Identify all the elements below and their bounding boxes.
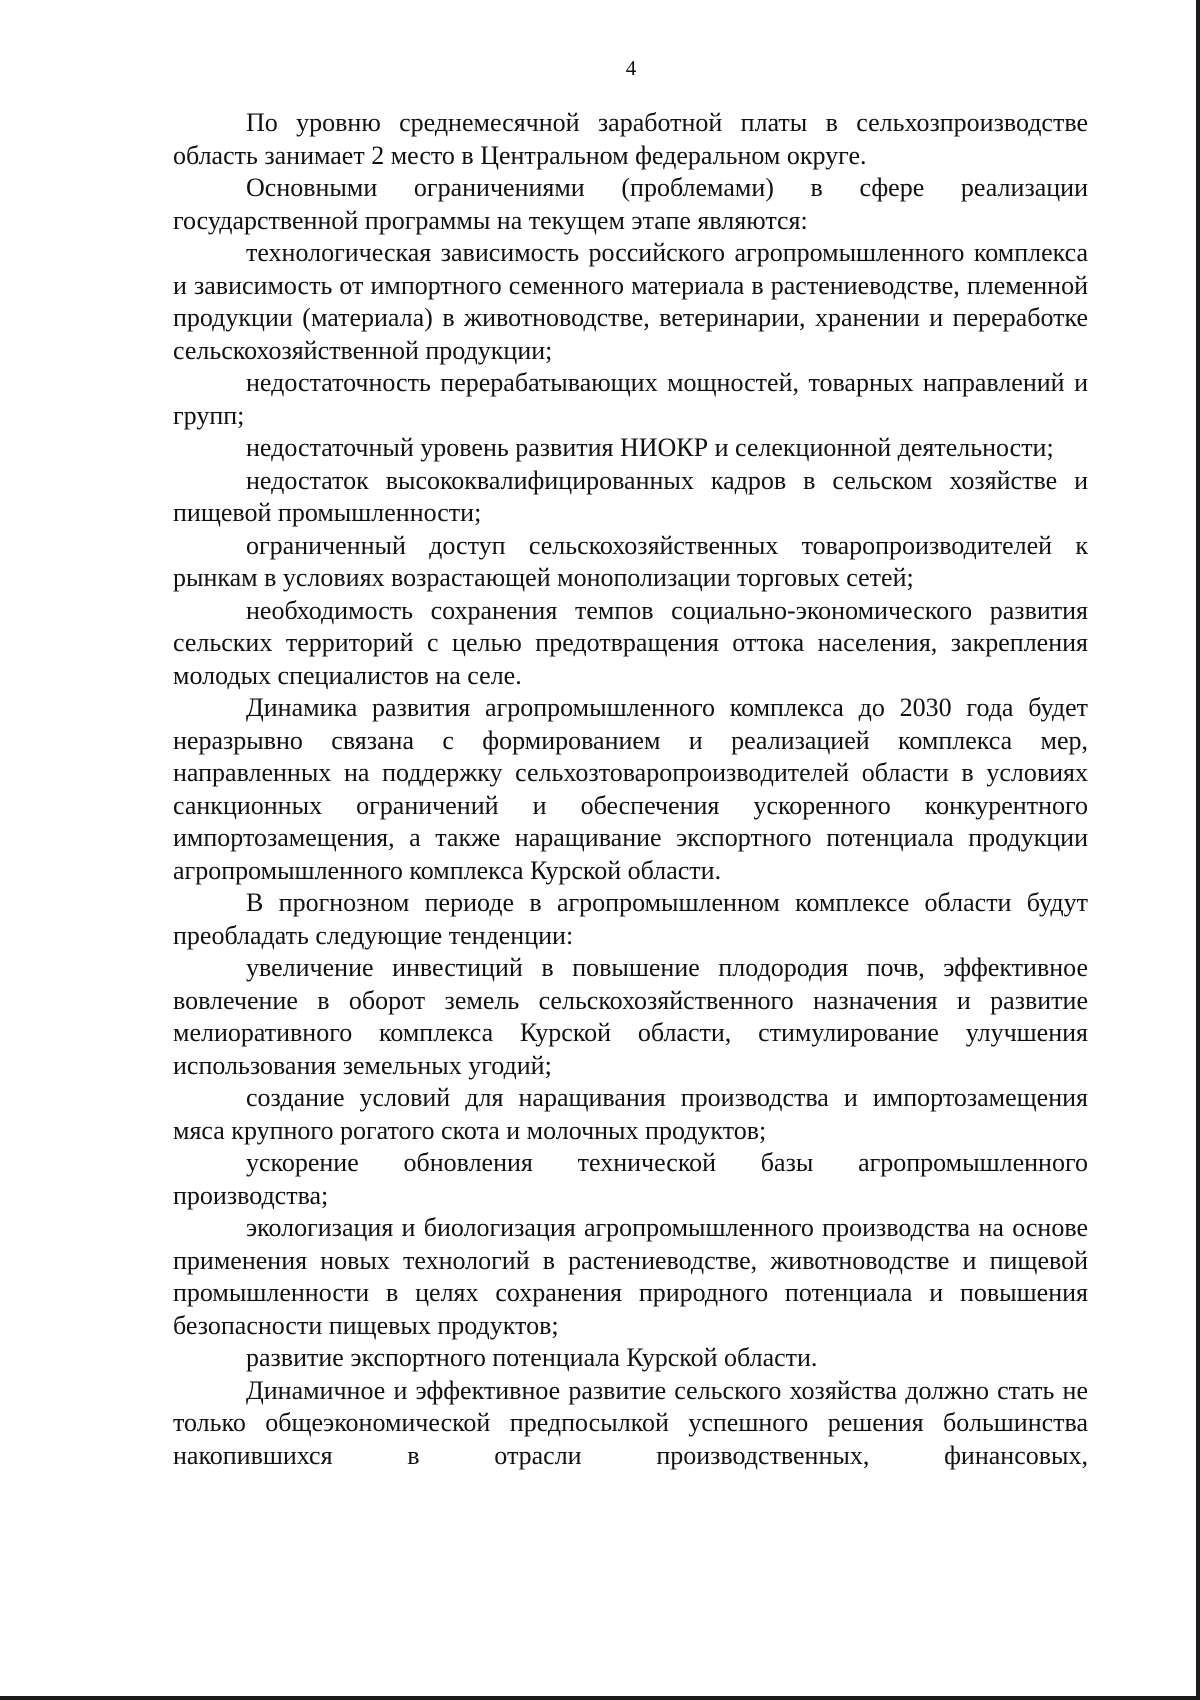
paragraph-export-potential: развитие экспортного потенциала Курской области. [246,1343,818,1372]
paragraph-agriculture-development: Динамичное и эффективное развитие сельского хозяйства должно стать не только общеэкономической предпосылкой успешного решения большинства накопившихся в отрасли производственных, финансовых, [173,1375,1088,1470]
paragraph-ecologization: экологизация и биологизация агропромышленного производства на основе применения новых технологий в растениеводстве, животноводстве и пищевой промышленности в целях сохранения природного потенциала и повышения безопасности пищевых продуктов; [173,1213,1088,1340]
paragraph-technological-dependence: технологическая зависимость российского агропромышленного комплекса и зависимость от импортного семенного материала в растениеводстве, племенной продукции (материала) в животноводстве, ветеринарии, хранении и переработке сельскохозяйственной продукции; [173,238,1088,365]
page-number: 4 [625,56,637,80]
paragraph-wage-ranking: По уровню среднемесячной заработной платы в сельхозпроизводстве область занимает 2 место в Центральном федеральном округе. [173,108,1088,170]
paragraph-soil-investment: увеличение инвестиций в повышение плодородия почв, эффективное вовлечение в оборот земель сельскохозяйственного назначения и развитие мелиоративного комплекса Курской области, стимулирование улучшения использования земельных угодий; [173,953,1088,1080]
paragraph-processing-capacity: недостаточность перерабатывающих мощностей, товарных направлений и групп; [173,368,1088,430]
paragraph-market-access: ограниченный доступ сельскохозяйственных товаропроизводителей к рынкам в условиях возрастающей монополизации торговых сетей; [173,530,1088,592]
scan-edge-right [1196,0,1200,1700]
paragraph-rural-development: необходимость сохранения темпов социально-экономического развития сельских территорий с целью предотвращения оттока населения, закрепления молодых специалистов на селе. [173,595,1088,690]
paragraph-meat-dairy: создание условий для наращивания производства и импортозамещения мяса крупного рогатого скота и молочных продуктов; [173,1083,1088,1145]
scan-edge-bottom [0,1696,1200,1700]
paragraph-forecast-trends: В прогнозном периоде в агропромышленном комплексе области будут преобладать следующие тенденции: [173,888,1088,950]
paragraph-main-limitations: Основными ограничениями (проблемами) в сфере реализации государственной программы на текущем этапе являются: [173,173,1088,235]
paragraph-staff-shortage: недостаток высококвалифицированных кадров в сельском хозяйстве и пищевой промышленности; [173,465,1088,527]
paragraph-dynamics-2030: Динамика развития агропромышленного комплекса до 2030 года будет неразрывно связана с формированием и реализацией комплекса мер, направленных на поддержку сельхозтоваропроизводителей области в условиях санкционных ограничений и обеспечения ускоренного конкурентного импортозамещения, а также наращивание экспортного потенциала продукции агропромышленного комплекса Курской области. [173,693,1088,885]
paragraph-rnd-level: недостаточный уровень развития НИОКР и селекционной деятельности; [246,433,1054,462]
paragraph-technical-base: ускорение обновления технической базы агропромышленного производства; [173,1148,1088,1210]
document-body [173,107,1088,1472]
